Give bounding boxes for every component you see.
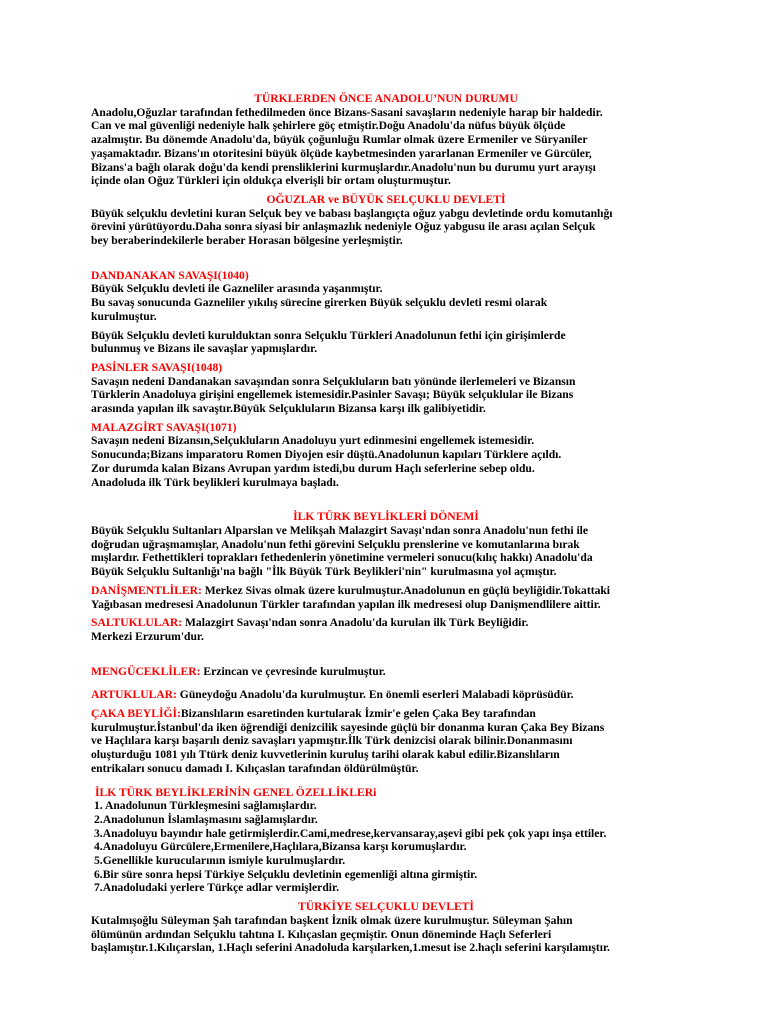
list-item: 1. Anadolunun Türkleşmesini sağlamışlardır. bbox=[94, 799, 317, 813]
heading-genel-ozellikler: İLK TÜRK BEYLİKLERİNİN GENEL ÖZELLİKLERi bbox=[95, 785, 377, 799]
label-mengucekliler: MENGÜCEKLİLER: bbox=[91, 664, 201, 678]
list-item: 7.Anadoludaki yerlere Türkçe adlar vermişlerdir. bbox=[94, 881, 339, 895]
list-item: 2.Anadolunun İslamlaşmasını sağlamışlardır. bbox=[94, 812, 318, 826]
heading-turkiye-selcuklu: TÜRKİYE SELÇUKLU DEVLETİ bbox=[298, 900, 474, 914]
paragraph-danismentliler: DANİŞMENTLİLER: Merkez Sivas olmak üzere kurulmuştur.Anadolunun en güçlü beyliğidir.Tokattaki Yağıbasan medresesi Anadolunun Türkler tarafından yapılan ilk medresesi olup Danişmendlilere aittir. bbox=[91, 583, 611, 611]
paragraph-pasinler: Savaşın nedeni Dandanakan savaşından sonra Selçukluların batı yönünde ilerlemeleri ve Bizansın Türklerin Anadoluya girişini engellemek istemesidir.Pasinler Savaşı; Büyük selçuklular ile Bizans arasında yapılan ilk savaştır.Büyük Selçukluların Bizansa karşı ilk galibiyetidir. bbox=[91, 374, 576, 416]
heading-ilk-turk-beylikleri: İLK TÜRK BEYLİKLERİ DÖNEMİ bbox=[293, 510, 479, 524]
paragraph-caka-beyligi: ÇAKA BEYLİĞİ:Bizanslıların esaretinden kurtularak İzmir'e gelen Çaka Bey tarafından kurulmuştur.İstanbul'da iken öğrendiği denizcilik sayesinde güçlü bir donanma kuran Çaka Bey Bizans ve Haçlılara karşı başarılı deniz savaşları yapmıştır.İlk Türk denizcisi olarak bilinir.Donanmasını oluşturduğu 1081 yılı Ttürk deniz kuvvetlerinin kuruluş tarihi olarak kabul edilir.Bizanslıların entrikaları sonucu damadı I. Kılıçaslan tarafından öldürülmüştür. bbox=[91, 707, 605, 775]
heading-turklerden-once: TÜRKLERDEN ÖNCE ANADOLU’NUN DURUMU bbox=[254, 92, 518, 105]
document-body bbox=[91, 92, 681, 955]
label-danismentliler: DANİŞMENTLİLER: bbox=[91, 583, 202, 597]
list-item: 5.Genellikle kurucularının ismiyle kurulmuşlardır. bbox=[94, 854, 346, 868]
paragraph-malazgirt: Savaşın nedeni Bizansın,Selçukluların Anadoluyu yurt edinmesini engellemek istemesidir. Sonucunda;Bizans imparatoru Romen Diyojen esir düştü.Anadolunun kapıları Türklere açıldı. Zor durumda kalan Bizans Avrupan yardım istedi,bu durum Haçlı seferlerine sebep oldu. Anadoluda ilk Türk beylikleri kurulmaya başladı. bbox=[91, 434, 562, 489]
paragraph-dandanakan: Büyük Selçuklu devleti ile Gazneliler arasında yaşanmıştır. Bu savaş sonucunda Gazneliler yıkılış sürecine girerken Büyük selçuklu devleti resmi olarak kurulmuştur. bbox=[91, 282, 548, 323]
list-item: 3.Anadoluyu bayındır hale getirmişlerdir.Cami,medrese,kervansaray,aşevi gibi pek çok yapı inşa ettiler. bbox=[94, 826, 607, 840]
paragraph-turkiye-selcuklu: Kutalmışoğlu Süleyman Şah tarafından başkent İznik olmak üzere kurulmuştur. Süleyman Şahın ölümünün ardından Selçuklu tahtına I. Kılıçaslan geçmiştir. Onun döneminde Haçlı Seferleri başlamıştır.1.Kılıçarslan, 1.Haçlı seferini Anadoluda karşılarken,1.mesut ise 2.haçlı seferini karşılamıştır. bbox=[91, 913, 610, 955]
ozellikler-list bbox=[91, 799, 681, 895]
heading-dandanakan: DANDANAKAN SAVAŞI(1040) bbox=[91, 268, 249, 282]
list-item: 4.Anadoluyu Gürcülere,Ermenilere,Haçlılara,Bizansa karşı korumuşlardır. bbox=[94, 840, 467, 854]
heading-malazgirt: MALAZGİRT SAVAŞI(1071) bbox=[91, 420, 237, 434]
paragraph-saltuklular: SALTUKLULAR: Malazgirt Savaşı'ndan sonra Anadolu'da kurulan ilk Türk Beyliğidir. Merkezi Erzurum'dur. bbox=[91, 616, 529, 643]
heading-oguzlar: OĞUZLAR ve BÜYÜK SELÇUKLU DEVLETİ bbox=[266, 192, 506, 206]
list-item: 6.Bir süre sonra hepsi Türkiye Selçuklu devletinin egemenliği altına girmiştir. bbox=[94, 867, 478, 881]
label-saltuklular: SALTUKLULAR: bbox=[91, 616, 183, 630]
paragraph-fetih-girisimleri: Büyük Selçuklu devleti kurulduktan sonra Selçuklu Türkleri Anadolunun fethi için girişimlerde bulunmuş ve Bizans ile savaşlar yapmışlardır. bbox=[91, 328, 566, 356]
paragraph-beylikler-donemi: Büyük Selçuklu Sultanları Alparslan ve Melikşah Malazgirt Savaşı'ndan sonra Anadolu'nun fethi ile doğrudan uğraşmamışlar, Anadolu'nun fethi görevini Selçuklu prenslerine ve komutanlarına bırak mışlardır. Fethettikleri toprakları fethedenlerin yönetimine vermeleri sonucu(kılıç hakkı) Anadolu'da Büyük Selçuklu Sultanlığı'na bağlı "İlk Büyük Türk Beylikleri'nin" kurulmasına yol açmıştır. bbox=[91, 523, 593, 579]
label-artuklular: ARTUKLULAR: bbox=[91, 688, 177, 702]
paragraph-oguzlar: Büyük selçuklu devletini kuran Selçuk bey ve babası başlangıçta oğuz yabgu devletinde ordu komutanlığı örevini yürütüyordu.Daha sonra siyasi bir anlaşmazlık nedeniyle Oğuz yabgusu ile arası açılan Selçuk bey beraberindekilerle beraber Horasan bölgesine yerleşmiştir. bbox=[91, 206, 613, 248]
paragraph-mengucekliler: MENGÜCEKLİLER: Erzincan ve çevresinde kurulmuştur. bbox=[91, 664, 386, 678]
paragraph-anadolu-durumu: Anadolu,Oğuzlar tarafından fethedilmeden önce Bizans-Sasani savaşların nedeniyle harap bir haldedir. Can ve mal güvenliği nedeniyle halk şehirlere göç etmiştir.Doğu Anadolu'da nüfus büyük ölçüde azalmıştır. Bu dönemde Anadolu'da, büyük çoğunluğu Rumlar olmak üzere Ermeniler ve Süryaniler yaşamaktadır. Bizans'ın otoritesini büyük ölçüde kaybetmesinden yararlanan Ermeniler ve Gürcüler, Bizans'a bağlı olarak doğu'da kendi prensliklerini kurmuşlardır.Anadolu'nun bu durumu yurt arayışı içinde olan Oğuz Türkleri için oldukça elverişli bir ortam oluşturmuştur. bbox=[91, 105, 603, 188]
paragraph-artuklular: ARTUKLULAR: Güneydoğu Anadolu'da kurulmuştur. En önemli eserleri Malabadi köprüsüdür. bbox=[91, 688, 574, 702]
heading-pasinler: PASİNLER SAVAŞI(1048) bbox=[91, 360, 223, 374]
label-caka-beyligi: ÇAKA BEYLİĞİ: bbox=[91, 707, 181, 721]
